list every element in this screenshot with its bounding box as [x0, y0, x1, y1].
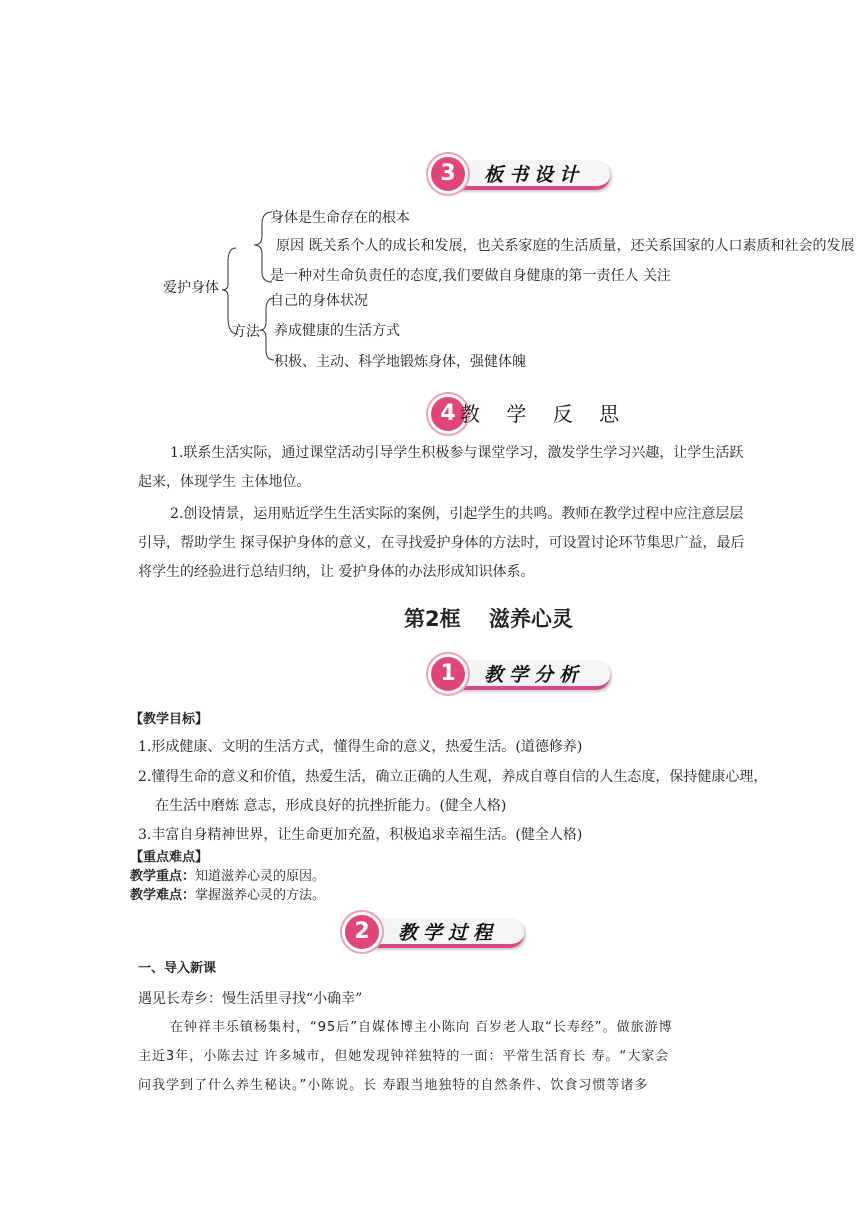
goal-2-l2: 在生活中磨炼 意志，形成良好的抗挫折能力。(健全人格)	[155, 798, 507, 814]
section-title: 第2框 滋养心灵	[404, 607, 573, 631]
reflection-p1-l1: 1.联系生活实际，通过课堂活动引导学生积极参与课堂学习，激发学生学习兴趣，让学生活跃	[170, 445, 744, 461]
key-text: 知道滋养心灵的原因。	[195, 869, 326, 884]
board-line-4: 自己的身体状况	[270, 293, 368, 309]
banner-number: 2	[342, 912, 382, 952]
diff-text: 掌握滋养心灵的方法。	[195, 888, 326, 903]
goals-heading: 【教学目标】	[130, 712, 209, 727]
board-line-3: 是一种对生命负责任的态度,我们要做自身健康的第一责任人 关注	[270, 268, 671, 284]
banner-title: 板书设计	[484, 164, 585, 186]
process-line-3: 问我学到了什么养生秘诀。”小陈说。长 寿跟当地独特的自然条件、饮食习惯等诸多	[138, 1078, 649, 1093]
board-method: 方法	[232, 324, 260, 340]
banner-title: 教 学 反 思	[460, 402, 630, 426]
goal-1: 1.形成健康、文明的生活方式，懂得生命的意义，热爱生活。(道德修养)	[138, 739, 583, 755]
process-heading: 一、导入新课	[138, 961, 217, 976]
process-banner	[342, 912, 526, 952]
board-line-5: 养成健康的生活方式	[274, 323, 400, 339]
key-heading: 【重点难点】	[130, 850, 209, 865]
goal-2-l1: 2.懂得生命的意义和价值，热爱生活，确立正确的人生观，养成自尊自信的人生态度，保持健康心理，	[138, 769, 768, 785]
banner-number: 4	[428, 394, 468, 434]
process-line-2: 主近3年，小陈去过 许多城市，但她发现钟祥独特的一面：平常生活育长 寿。“大家会	[138, 1049, 670, 1064]
reflection-p2-l2: 引导，帮助学生 探寻保护身体的意义，在寻找爱护身体的方法时，可设置讨论环节集思广益，最后	[138, 535, 745, 551]
process-subtitle: 遇见长寿乡：慢生活里寻找“小确幸”	[138, 991, 363, 1007]
reflection-banner	[428, 394, 648, 434]
board-line-6: 积极、主动、科学地锻炼身体，强健体魄	[274, 354, 526, 370]
key-point	[130, 868, 325, 886]
board-root: 爱护身体	[163, 280, 219, 296]
reflection-p2-l3: 将学生的经验进行总结归纳，让 爱护身体的办法形成知识体系。	[138, 564, 535, 580]
key-label: 教学重点：	[130, 869, 196, 884]
difficult-point	[130, 887, 325, 905]
board-line-1: 身体是生命存在的根本	[270, 210, 410, 226]
process-line-1: 在钟祥丰乐镇杨集村，“95后”自媒体博主小陈向 百岁老人取“长寿经”。做旅游博	[170, 1020, 673, 1035]
reflection-p2-l1: 2.创设情景，运用贴近学生生活实际的案例，引起学生的共鸣。教师在教学过程中应注意层层	[170, 506, 744, 522]
reflection-p1-l2: 起来，体现学生 主体地位。	[138, 474, 311, 490]
board-braces	[0, 0, 860, 380]
goal-3: 3.丰富自身精神世界，让生命更加充盈，积极追求幸福生活。(健全人格)	[138, 827, 583, 843]
banner-number: 3	[428, 154, 468, 194]
diff-label: 教学难点：	[130, 888, 196, 903]
banner-title: 教学分析	[484, 664, 585, 686]
banner-title: 教学过程	[398, 922, 499, 944]
board-line-2: 原因 既关系个人的成长和发展，也关系家庭的生活质量，还关系国家的人口素质和社会的发展	[276, 238, 855, 254]
analysis-banner	[428, 654, 612, 694]
banner-number: 1	[428, 654, 468, 694]
